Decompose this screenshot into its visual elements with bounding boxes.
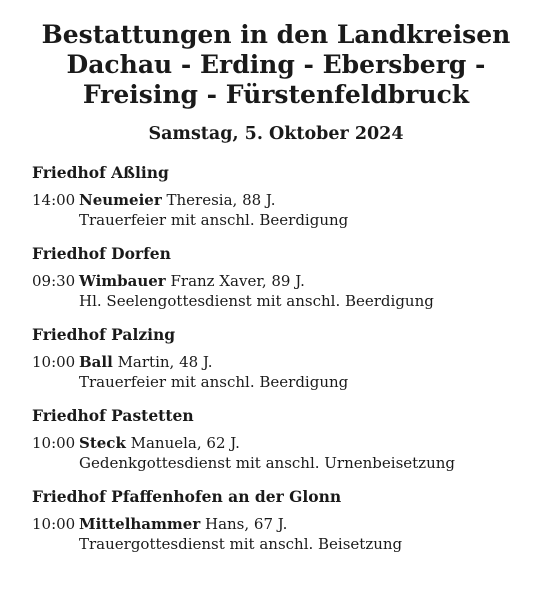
deceased-surname: Neumeier	[79, 191, 162, 209]
deceased-details: Manuela, 62 J.	[130, 434, 240, 452]
funeral-entry	[32, 190, 520, 230]
funeral-time: 10:00	[32, 353, 76, 371]
title-line-1: Bestattungen in den Landkreisen	[41, 20, 511, 49]
ceremony-description: Hl. Seelengottesdienst mit anschl. Beerdigung	[79, 292, 434, 310]
funeral-text	[79, 271, 520, 311]
deceased-surname: Steck	[79, 434, 126, 452]
funeral-time: 14:00	[32, 191, 76, 209]
funeral-entry	[32, 271, 520, 311]
funeral-text	[79, 352, 520, 392]
cemetery-name: Friedhof Dorfen	[32, 244, 171, 263]
ceremony-description: Trauerfeier mit anschl. Beerdigung	[79, 211, 349, 229]
deceased-surname: Mittelhammer	[79, 515, 201, 533]
cemetery-section	[32, 405, 520, 473]
page-title	[32, 20, 520, 110]
deceased-details: Franz Xaver, 89 J.	[170, 272, 305, 290]
title-line-3: Freising - Fürstenfeldbruck	[82, 80, 470, 109]
cemetery-name: Friedhof Pastetten	[32, 406, 194, 425]
cemetery-list	[32, 162, 520, 554]
funeral-time: 09:30	[32, 272, 76, 290]
ceremony-description: Trauergottesdienst mit anschl. Beisetzung	[79, 535, 403, 553]
deceased-details: Theresia, 88 J.	[166, 191, 276, 209]
funeral-time: 10:00	[32, 434, 76, 452]
cemetery-name: Friedhof Pfaffenhofen an der Glonn	[32, 487, 342, 506]
title-line-2: Dachau - Erding - Ebersberg -	[66, 50, 486, 79]
ceremony-description: Trauerfeier mit anschl. Beerdigung	[79, 373, 349, 391]
funeral-text	[79, 514, 520, 554]
cemetery-name: Friedhof Aßling	[32, 163, 169, 182]
funeral-time: 10:00	[32, 515, 76, 533]
deceased-details: Martin, 48 J.	[117, 353, 213, 371]
funeral-entry	[32, 433, 520, 473]
cemetery-section	[32, 324, 520, 392]
date-heading: Samstag, 5. Oktober 2024	[148, 124, 404, 144]
cemetery-section	[32, 162, 520, 230]
cemetery-section	[32, 243, 520, 311]
funeral-entry	[32, 514, 520, 554]
cemetery-section	[32, 486, 520, 554]
ceremony-description: Gedenkgottesdienst mit anschl. Urnenbeisetzung	[79, 454, 456, 472]
cemetery-name: Friedhof Palzing	[32, 325, 176, 344]
funeral-text	[79, 190, 520, 230]
funeral-text	[79, 433, 520, 473]
deceased-details: Hans, 67 J.	[205, 515, 288, 533]
funeral-entry	[32, 352, 520, 392]
deceased-surname: Ball	[79, 353, 113, 371]
deceased-surname: Wimbauer	[79, 272, 166, 290]
